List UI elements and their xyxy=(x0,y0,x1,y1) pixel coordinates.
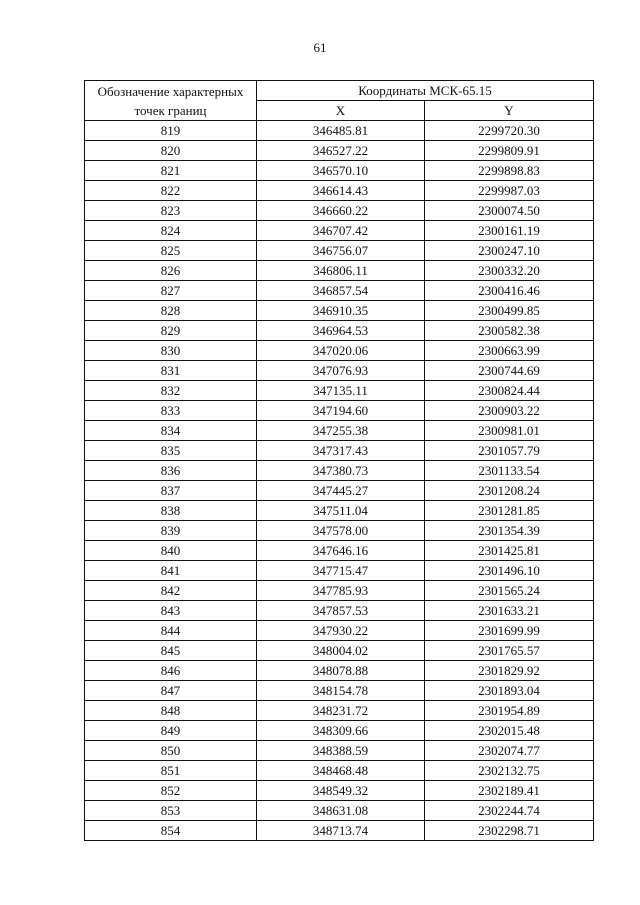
table-body xyxy=(85,121,594,841)
y-coordinate-cell: 2301954.89 xyxy=(425,701,594,721)
point-id-cell: 835 xyxy=(85,441,257,461)
y-coordinate-cell: 2301699.99 xyxy=(425,621,594,641)
x-coordinate-cell: 348078.88 xyxy=(257,661,425,681)
y-coordinate-cell: 2300663.99 xyxy=(425,341,594,361)
point-id-header xyxy=(85,81,257,121)
x-coordinate-cell: 346570.10 xyxy=(257,161,425,181)
table-row xyxy=(85,461,594,481)
table-row xyxy=(85,801,594,821)
point-id-cell: 849 xyxy=(85,721,257,741)
x-coordinate-cell: 347857.53 xyxy=(257,601,425,621)
table-row xyxy=(85,121,594,141)
y-coordinate-cell: 2302015.48 xyxy=(425,721,594,741)
point-id-cell: 819 xyxy=(85,121,257,141)
point-id-cell: 841 xyxy=(85,561,257,581)
x-coordinate-cell: 346707.42 xyxy=(257,221,425,241)
table-row xyxy=(85,681,594,701)
coordinates-table xyxy=(84,80,594,841)
y-coordinate-cell: 2300499.85 xyxy=(425,301,594,321)
table-row xyxy=(85,281,594,301)
x-coordinate-cell: 348549.32 xyxy=(257,781,425,801)
x-coordinate-cell: 347194.60 xyxy=(257,401,425,421)
point-id-cell: 833 xyxy=(85,401,257,421)
y-coordinate-cell: 2302244.74 xyxy=(425,801,594,821)
x-column-header: X xyxy=(257,101,425,121)
table-row xyxy=(85,501,594,521)
y-coordinate-cell: 2299809.91 xyxy=(425,141,594,161)
point-id-cell: 837 xyxy=(85,481,257,501)
x-coordinate-cell: 348388.59 xyxy=(257,741,425,761)
point-id-cell: 843 xyxy=(85,601,257,621)
x-coordinate-cell: 346910.35 xyxy=(257,301,425,321)
y-coordinate-cell: 2300074.50 xyxy=(425,201,594,221)
x-coordinate-cell: 348154.78 xyxy=(257,681,425,701)
point-id-cell: 830 xyxy=(85,341,257,361)
y-coordinate-cell: 2301893.04 xyxy=(425,681,594,701)
y-coordinate-cell: 2301565.24 xyxy=(425,581,594,601)
x-coordinate-cell: 347578.00 xyxy=(257,521,425,541)
table-row xyxy=(85,581,594,601)
table-row xyxy=(85,781,594,801)
y-coordinate-cell: 2300247.10 xyxy=(425,241,594,261)
y-coordinate-cell: 2301765.57 xyxy=(425,641,594,661)
x-coordinate-cell: 347380.73 xyxy=(257,461,425,481)
point-id-cell: 827 xyxy=(85,281,257,301)
page-number: 61 xyxy=(313,40,327,55)
table-row xyxy=(85,621,594,641)
point-id-cell: 854 xyxy=(85,821,257,841)
x-coordinate-cell: 347511.04 xyxy=(257,501,425,521)
point-id-cell: 848 xyxy=(85,701,257,721)
y-coordinate-cell: 2300981.01 xyxy=(425,421,594,441)
point-id-cell: 823 xyxy=(85,201,257,221)
point-id-cell: 839 xyxy=(85,521,257,541)
table-row xyxy=(85,261,594,281)
point-id-cell: 831 xyxy=(85,361,257,381)
x-coordinate-cell: 347785.93 xyxy=(257,581,425,601)
y-column-header: Y xyxy=(425,101,594,121)
point-id-cell: 824 xyxy=(85,221,257,241)
point-id-cell: 829 xyxy=(85,321,257,341)
x-coordinate-cell: 347255.38 xyxy=(257,421,425,441)
x-coordinate-cell: 346527.22 xyxy=(257,141,425,161)
y-coordinate-cell: 2301057.79 xyxy=(425,441,594,461)
x-coordinate-cell: 347646.16 xyxy=(257,541,425,561)
x-coordinate-cell: 346614.43 xyxy=(257,181,425,201)
point-id-cell: 828 xyxy=(85,301,257,321)
table-row xyxy=(85,481,594,501)
table-row xyxy=(85,821,594,841)
y-coordinate-cell: 2300416.46 xyxy=(425,281,594,301)
point-id-cell: 842 xyxy=(85,581,257,601)
table-header xyxy=(85,81,594,121)
point-id-cell: 847 xyxy=(85,681,257,701)
x-coordinate-cell: 347445.27 xyxy=(257,481,425,501)
point-id-cell: 838 xyxy=(85,501,257,521)
table-row xyxy=(85,601,594,621)
x-coordinate-cell: 348631.08 xyxy=(257,801,425,821)
table-row xyxy=(85,701,594,721)
point-id-cell: 851 xyxy=(85,761,257,781)
table-row xyxy=(85,161,594,181)
point-id-cell: 852 xyxy=(85,781,257,801)
y-coordinate-cell: 2301354.39 xyxy=(425,521,594,541)
x-coordinate-cell: 346660.22 xyxy=(257,201,425,221)
y-coordinate-cell: 2302074.77 xyxy=(425,741,594,761)
point-id-header-line1: Обозначение характерных xyxy=(97,83,244,99)
point-id-cell: 850 xyxy=(85,741,257,761)
y-coordinate-cell: 2299720.30 xyxy=(425,121,594,141)
x-coordinate-cell: 347317.43 xyxy=(257,441,425,461)
x-coordinate-cell: 347020.06 xyxy=(257,341,425,361)
x-coordinate-cell: 347135.11 xyxy=(257,381,425,401)
table-row xyxy=(85,661,594,681)
table-row xyxy=(85,341,594,361)
y-coordinate-cell: 2300582.38 xyxy=(425,321,594,341)
y-coordinate-cell: 2299898.83 xyxy=(425,161,594,181)
table-row xyxy=(85,301,594,321)
table-row xyxy=(85,241,594,261)
y-coordinate-cell: 2301281.85 xyxy=(425,501,594,521)
table-row xyxy=(85,561,594,581)
x-coordinate-cell: 347930.22 xyxy=(257,621,425,641)
x-coordinate-cell: 346756.07 xyxy=(257,241,425,261)
point-id-cell: 845 xyxy=(85,641,257,661)
table-row xyxy=(85,361,594,381)
y-coordinate-cell: 2300824.44 xyxy=(425,381,594,401)
y-coordinate-cell: 2300332.20 xyxy=(425,261,594,281)
point-id-cell: 834 xyxy=(85,421,257,441)
y-coordinate-cell: 2301496.10 xyxy=(425,561,594,581)
y-coordinate-cell: 2300161.19 xyxy=(425,221,594,241)
table-row xyxy=(85,321,594,341)
y-coordinate-cell: 2302189.41 xyxy=(425,781,594,801)
point-id-cell: 840 xyxy=(85,541,257,561)
coordinates-group-header: Координаты МСК-65.15 xyxy=(257,81,594,101)
point-id-cell: 820 xyxy=(85,141,257,161)
y-coordinate-cell: 2300903.22 xyxy=(425,401,594,421)
table-row xyxy=(85,201,594,221)
table-row xyxy=(85,521,594,541)
x-coordinate-cell: 348468.48 xyxy=(257,761,425,781)
point-id-cell: 836 xyxy=(85,461,257,481)
table-row xyxy=(85,221,594,241)
point-id-cell: 853 xyxy=(85,801,257,821)
x-coordinate-cell: 346964.53 xyxy=(257,321,425,341)
x-coordinate-cell: 346857.54 xyxy=(257,281,425,301)
y-coordinate-cell: 2301133.54 xyxy=(425,461,594,481)
point-id-cell: 846 xyxy=(85,661,257,681)
table-row xyxy=(85,381,594,401)
table-row xyxy=(85,141,594,161)
point-id-cell: 822 xyxy=(85,181,257,201)
x-coordinate-cell: 348713.74 xyxy=(257,821,425,841)
point-id-cell: 844 xyxy=(85,621,257,641)
y-coordinate-cell: 2299987.03 xyxy=(425,181,594,201)
table-row xyxy=(85,541,594,561)
y-coordinate-cell: 2300744.69 xyxy=(425,361,594,381)
x-coordinate-cell: 346485.81 xyxy=(257,121,425,141)
table-row xyxy=(85,181,594,201)
y-coordinate-cell: 2301829.92 xyxy=(425,661,594,681)
y-coordinate-cell: 2301425.81 xyxy=(425,541,594,561)
table-row xyxy=(85,721,594,741)
table-row xyxy=(85,401,594,421)
point-id-header-line2: точек границ xyxy=(134,102,207,118)
table-row xyxy=(85,761,594,781)
point-id-cell: 832 xyxy=(85,381,257,401)
table-row xyxy=(85,741,594,761)
table-row xyxy=(85,421,594,441)
x-coordinate-cell: 348231.72 xyxy=(257,701,425,721)
table-row xyxy=(85,441,594,461)
y-coordinate-cell: 2302298.71 xyxy=(425,821,594,841)
y-coordinate-cell: 2302132.75 xyxy=(425,761,594,781)
x-coordinate-cell: 348004.02 xyxy=(257,641,425,661)
y-coordinate-cell: 2301633.21 xyxy=(425,601,594,621)
point-id-cell: 826 xyxy=(85,261,257,281)
x-coordinate-cell: 348309.66 xyxy=(257,721,425,741)
x-coordinate-cell: 347076.93 xyxy=(257,361,425,381)
point-id-cell: 825 xyxy=(85,241,257,261)
x-coordinate-cell: 346806.11 xyxy=(257,261,425,281)
y-coordinate-cell: 2301208.24 xyxy=(425,481,594,501)
point-id-cell: 821 xyxy=(85,161,257,181)
x-coordinate-cell: 347715.47 xyxy=(257,561,425,581)
table-row xyxy=(85,641,594,661)
